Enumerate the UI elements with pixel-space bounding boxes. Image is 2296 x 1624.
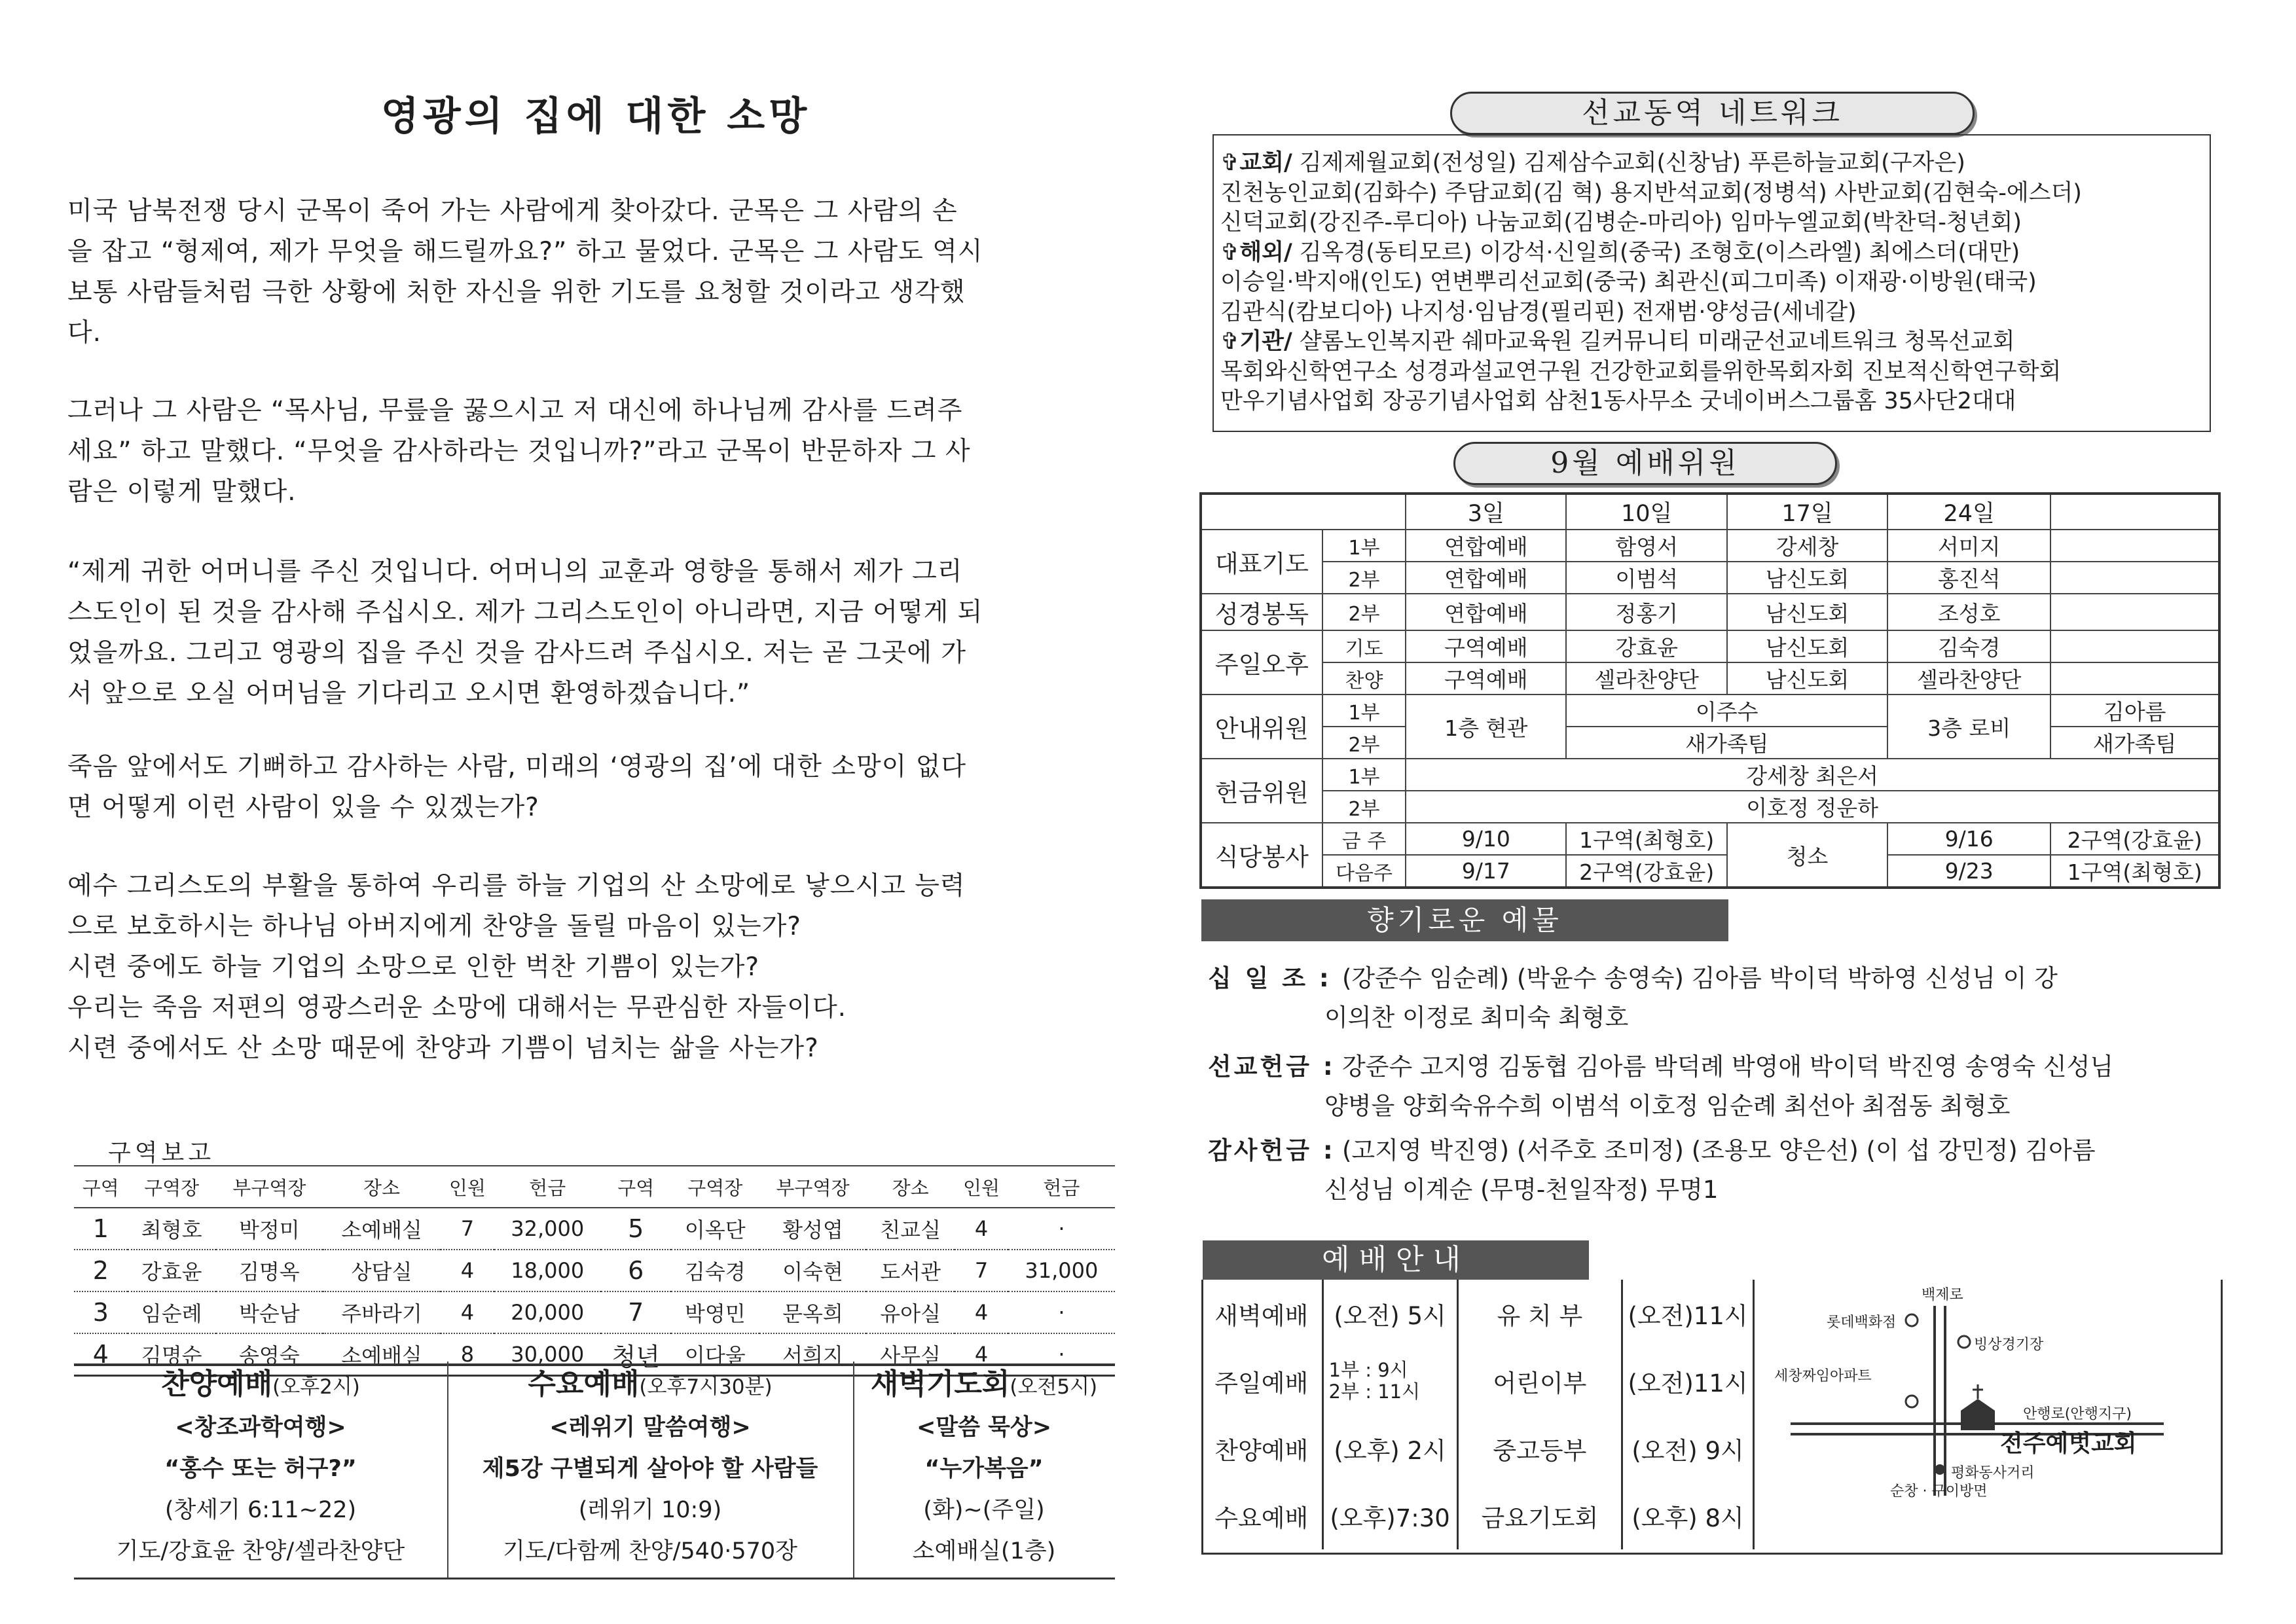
worship-box-line: “누가복음” <box>924 1456 1044 1482</box>
map-label-anhaeng-road: 안행로(안행지구) <box>2023 1406 2132 1422</box>
wednesday-worship-box <box>447 1362 854 1578</box>
gift-line <box>1208 998 2058 1038</box>
article-title: 영광의 집에 대한 소망 <box>380 94 811 139</box>
cell: 새가족팀 <box>2050 727 2219 759</box>
cell: 남신도회 <box>1727 562 1887 594</box>
report-cell: · <box>1008 1208 1115 1250</box>
text-line: 스도인이 된 것을 감사해 주십시오. 제가 그리스도인이 아니라면, 지금 어떻게 되 <box>67 598 983 627</box>
map-label-church: 전주예벗교회 <box>2000 1430 2137 1457</box>
district-report-table <box>74 1165 1115 1377</box>
cell: 2부 <box>1322 594 1406 630</box>
network-line <box>1220 387 2210 417</box>
cell: 2부 <box>1322 791 1406 823</box>
date-col-1: 3일 <box>1406 494 1566 530</box>
cell: 연합예배 <box>1406 530 1566 562</box>
worship-name: 찬양예배 <box>161 1367 273 1401</box>
worship-box-line: 소예배실(1층) <box>912 1538 1056 1564</box>
gift-category: 십 일 조 : <box>1208 964 1332 992</box>
report-cell: 사무실 <box>866 1333 955 1376</box>
network-line <box>1220 268 2210 298</box>
tithe-list <box>1208 959 2058 1038</box>
report-header: 구역 <box>601 1166 671 1208</box>
report-cell: 8 <box>441 1333 494 1376</box>
report-cell: 서희지 <box>759 1333 866 1376</box>
praise-worship-box <box>74 1362 448 1578</box>
worship-committee-title: 9월 예배위원 <box>1453 442 1837 485</box>
gift-line <box>1208 1087 2113 1126</box>
report-cell: 이숙현 <box>759 1250 866 1291</box>
report-cell: 20,000 <box>494 1291 601 1333</box>
date-col-4: 24일 <box>1887 494 2050 530</box>
map-label-lotte: 롯데백화점 <box>1827 1314 1897 1331</box>
gift-names: 양병을 양회숙유수희 이범석 이호정 임순례 최선아 최점동 최형호 <box>1324 1092 2011 1120</box>
worship-section-bottom-rule <box>74 1578 1115 1579</box>
worship-box-line: (창세기 6:11~22) <box>164 1497 357 1523</box>
report-header: 장소 <box>323 1166 441 1208</box>
cell: 2구역(강효윤) <box>2050 823 2219 855</box>
report-row <box>74 1291 1115 1333</box>
date-col-5 <box>2050 494 2219 530</box>
service-guide-row <box>1201 1347 1754 1415</box>
thanks-offering-list <box>1208 1131 2096 1210</box>
report-cell: 6 <box>601 1250 671 1291</box>
worship-box-line: 제5강 구별되게 살아야 할 사람들 <box>482 1456 818 1482</box>
report-cell: 7 <box>601 1291 671 1333</box>
cell <box>2050 530 2219 562</box>
gift-names: (고지영 박진영) (서주호 조미정) (조용모 양은선) (이 섭 강민정) 김아름 <box>1342 1136 2096 1164</box>
report-cell: 4 <box>441 1250 494 1291</box>
report-cell: 4 <box>955 1208 1008 1250</box>
map-label-baekje-road: 백제로 <box>1922 1287 1963 1303</box>
worship-box-line: “홍수 또는 허구?” <box>164 1456 357 1482</box>
location-map <box>1764 1280 2219 1555</box>
report-cell: 박정미 <box>216 1208 323 1250</box>
worship-box-heading <box>74 1362 447 1407</box>
cell: 셀라찬양단 <box>1566 662 1727 695</box>
report-cell: 주바라기 <box>323 1291 441 1333</box>
row-sunday-afternoon: 주일오후 <box>1201 630 1322 695</box>
report-cell: 18,000 <box>494 1250 601 1291</box>
report-header: 부구역장 <box>216 1166 323 1208</box>
text-line: 세요” 하고 말했다. “무엇을 감사하라는 것입니까?”라고 군목이 반문하자 그 사 <box>67 437 971 466</box>
worship-box-line: 기도/다함께 찬양/540·570장 <box>503 1538 797 1564</box>
gift-names: 이의찬 이정로 최미숙 최형호 <box>1324 1003 1629 1032</box>
worship-time: (오후7시30분) <box>639 1375 773 1399</box>
report-cell: 3 <box>74 1291 128 1333</box>
gift-names: (강준수 임순례) (박윤수 송영숙) 김아름 박이덕 박하영 신성님 이 강 <box>1342 964 2058 992</box>
cell: 이호정 정운하 <box>1406 791 2219 823</box>
map-label-pyeonghwa: 평화동사거리 <box>1951 1465 2035 1481</box>
cell: 김숙경 <box>1887 630 2050 662</box>
network-entries: 진천농인교회(김화수) 주담교회(김 혁) 용지반석교회(정병석) 사반교회(김현숙-에스더) <box>1220 179 2082 206</box>
service-time-line: 1부 : 9시 <box>1328 1358 1408 1381</box>
corner-cell <box>1201 494 1406 530</box>
row-offering: 헌금위원 <box>1201 759 1322 823</box>
report-cell: 친교실 <box>866 1208 955 1250</box>
gift-names: 신성님 이계순 (무명-천일작정) 무명1 <box>1324 1176 1719 1204</box>
network-line <box>1220 327 2210 357</box>
report-header: 헌금 <box>494 1166 601 1208</box>
text-line: 예수 그리스도의 부활을 통하여 우리를 하늘 기업의 산 소망에로 낳으시고 능력 <box>67 871 966 901</box>
cell: 남신도회 <box>1727 630 1887 662</box>
cell: 1부 <box>1322 695 1406 727</box>
report-cell: 5 <box>601 1208 671 1250</box>
network-entries: 김제제월교회(전성일) 김제삼수교회(신창남) 푸른하늘교회(구자은) <box>1292 150 1965 176</box>
cell: 이범석 <box>1566 562 1727 594</box>
service-guide-cell: 중고등부 <box>1493 1436 1587 1465</box>
cell: 김아름 <box>2050 695 2219 727</box>
text-line: 미국 남북전쟁 당시 군목이 죽어 가는 사람에게 찾아갔다. 군목은 그 사람의 손 <box>67 196 958 226</box>
service-guide-cell: (오후) 2시 <box>1322 1415 1457 1482</box>
cell: 금 주 <box>1322 823 1406 855</box>
map-label-apartment: 세창짜임아파트 <box>1774 1368 1872 1384</box>
gift-names: 강준수 고지영 김동협 김아름 박덕례 박영애 박이덕 박진영 송영숙 신성님 <box>1342 1053 2114 1081</box>
gift-category: 감사헌금 : <box>1208 1136 1336 1164</box>
report-cell: 최형호 <box>128 1208 216 1250</box>
gift-line <box>1208 1047 2113 1087</box>
article-paragraph-1 <box>67 191 1108 353</box>
text-line: “제게 귀한 어머니를 주신 것입니다. 어머니의 교훈과 영향을 통해서 제가 그리 <box>67 557 963 586</box>
worship-box-line: (레위기 10:9) <box>578 1497 722 1523</box>
report-cell: 30,000 <box>494 1333 601 1376</box>
cell: 이주수 <box>1566 695 1887 727</box>
text-line: 시련 중에도 하늘 기업의 소망으로 인한 벅찬 기쁨이 있는가? <box>67 952 760 982</box>
report-header: 인원 <box>441 1166 494 1208</box>
cell: 찬양 <box>1322 662 1406 695</box>
cell: 2부 <box>1322 727 1406 759</box>
report-header: 인원 <box>955 1166 1008 1208</box>
report-cell: · <box>1008 1291 1115 1333</box>
report-cell: 청년 <box>601 1333 671 1376</box>
network-category: ✞해외/ <box>1220 239 1292 266</box>
text-line: 죽음 앞에서도 기뻐하고 감사하는 사람, 미래의 ‘영광의 집’에 대한 소망이 없다 <box>67 752 967 782</box>
cell: 9/16 <box>1887 823 2050 855</box>
worship-time: (오전5시) <box>1010 1375 1098 1399</box>
cell: 강세창 <box>1727 530 1887 562</box>
service-guide-cell: (오후) 8시 <box>1622 1482 1754 1549</box>
report-row <box>74 1208 1115 1250</box>
report-header: 헌금 <box>1008 1166 1115 1208</box>
network-line <box>1220 179 2210 209</box>
cell <box>2050 662 2219 695</box>
worship-name: 수요예배 <box>528 1367 640 1401</box>
worship-time: (오후2시) <box>272 1375 360 1399</box>
report-cell: 강효윤 <box>128 1250 216 1291</box>
service-guide-cell: 금요기도회 <box>1481 1504 1599 1532</box>
service-guide-cell: 어린이부 <box>1493 1369 1587 1398</box>
text-line: 시련 중에서도 산 소망 때문에 찬양과 기쁨이 넘치는 삶을 사는가? <box>67 1034 819 1063</box>
network-line <box>1220 298 2210 328</box>
network-entries: 목회와신학연구소 성경과설교연구원 건강한교회를위한목회자회 진보적신학연구학회 <box>1220 358 2062 385</box>
service-guide-cell: 주일예배 <box>1214 1369 1309 1398</box>
cell: 1부 <box>1322 759 1406 791</box>
text-line: 으로 보호하시는 하나님 아버지에게 찬양을 돌릴 마음이 있는가? <box>67 912 802 941</box>
text-line: 보통 사람들처럼 극한 상황에 처한 자신을 위한 기도를 요청할 것이라고 생각했 <box>67 278 966 307</box>
worship-box-heading <box>853 1362 1115 1407</box>
cell <box>2050 562 2219 594</box>
report-cell: 황성엽 <box>759 1208 866 1250</box>
service-guide-row <box>1201 1280 1754 1347</box>
report-cell: 송영숙 <box>216 1333 323 1376</box>
cell: 1구역(최형호) <box>1566 823 1727 855</box>
cell: 셀라찬양단 <box>1887 662 2050 695</box>
service-guide-cell <box>1322 1347 1457 1415</box>
text-line: 었을까요. 그리고 영광의 집을 주신 것을 감사드려 주십시오. 저는 곧 그곳에 가 <box>67 638 967 668</box>
cell: 강효윤 <box>1566 630 1727 662</box>
cell: 남신도회 <box>1727 662 1887 695</box>
service-guide-cell: 찬양예배 <box>1214 1436 1309 1465</box>
cell: 9/10 <box>1406 823 1566 855</box>
cell: 새가족팀 <box>1566 727 1887 759</box>
row-meal-service: 식당봉사 <box>1201 823 1322 888</box>
mission-offering-list <box>1208 1047 2113 1126</box>
offerings-title: 향기로운 예물 <box>1201 899 1728 941</box>
report-cell: 소예배실 <box>323 1333 441 1376</box>
cell: 연합예배 <box>1406 594 1566 630</box>
cell: 조성호 <box>1887 594 2050 630</box>
text-line: 다. <box>67 318 102 348</box>
service-guide-row <box>1201 1482 1754 1549</box>
network-entries: 신덕교회(강진주-루디아) 나눔교회(김병순-마리아) 임마누엘교회(박찬덕-청년회) <box>1220 209 2022 236</box>
network-entries: 김관식(캄보디아) 나지성·임남경(필리핀) 전재범·양성금(세네갈) <box>1220 298 1857 325</box>
cell: 9/23 <box>1887 855 2050 888</box>
network-entries: 김옥경(동티모르) 이강석·신일희(중국) 조형호(이스라엘) 최에스더(대만) <box>1292 239 2020 266</box>
cell: 구역예배 <box>1406 630 1566 662</box>
report-cell: 4 <box>955 1291 1008 1333</box>
mission-network-box <box>1212 134 2211 432</box>
network-line <box>1220 208 2210 238</box>
cell: 함영서 <box>1566 530 1727 562</box>
text-line: 을 잡고 “형제여, 제가 무엇을 해드릴까요?” 하고 물었다. 군목은 그 사람도 역시 <box>67 237 983 266</box>
article-paragraph-2 <box>67 391 1108 513</box>
gift-line <box>1208 959 2058 998</box>
report-header: 구역장 <box>128 1166 216 1208</box>
report-cell: 상담실 <box>323 1250 441 1291</box>
lotte-marker <box>1906 1314 1918 1326</box>
report-cell: 박영민 <box>671 1291 759 1333</box>
worship-box-line: <레위기 말씀여행> <box>549 1415 751 1441</box>
cell <box>2050 630 2219 662</box>
worship-committee-table <box>1199 492 2221 889</box>
cell: 3층 로비 <box>1887 695 2050 759</box>
network-entries: 샬롬노인복지관 쉐마교육원 길커뮤니티 미래군선교네트워크 청목선교회 <box>1292 329 2015 355</box>
report-cell: 김명순 <box>128 1333 216 1376</box>
district-report-title: 구역보고 <box>108 1140 215 1166</box>
row-bible-reading: 성경봉독 <box>1201 594 1322 630</box>
service-guide-cell: (오전) 5시 <box>1322 1280 1457 1347</box>
service-guide-cell: 새벽예배 <box>1214 1301 1309 1330</box>
report-cell: 박순남 <box>216 1291 323 1333</box>
report-header: 구역 <box>74 1166 128 1208</box>
cell: 2구역(강효윤) <box>1566 855 1727 888</box>
date-col-3: 17일 <box>1727 494 1887 530</box>
report-cell: 임순례 <box>128 1291 216 1333</box>
network-line <box>1220 238 2210 268</box>
gift-line <box>1208 1170 2096 1210</box>
worship-box-heading <box>447 1362 853 1407</box>
cell: 구역예배 <box>1406 662 1566 695</box>
text-line: 그러나 그 사람은 “목사님, 무릎을 꿇으시고 저 대신에 하나님께 감사를 드려주 <box>67 396 963 425</box>
report-cell: 김명옥 <box>216 1250 323 1291</box>
cell: 청소 <box>1727 823 1887 888</box>
cell: 강세창 최은서 <box>1406 759 2219 791</box>
gift-category: 선교헌금 : <box>1208 1053 1336 1081</box>
date-col-2: 10일 <box>1566 494 1727 530</box>
mission-network-title: 선교동역 네트워크 <box>1450 92 1975 135</box>
worship-name: 새벽기도회 <box>870 1367 1010 1401</box>
worship-box-line: 기도/강효윤 찬양/셀라찬양단 <box>116 1538 405 1564</box>
cell: 연합예배 <box>1406 562 1566 594</box>
row-rep-prayer: 대표기도 <box>1201 530 1322 594</box>
service-guide-cell: (오전)11시 <box>1622 1347 1754 1415</box>
report-cell: 이다울 <box>671 1333 759 1376</box>
service-guide-title: 예배안내 <box>1203 1240 1589 1280</box>
report-header: 구역장 <box>671 1166 759 1208</box>
report-row <box>74 1250 1115 1291</box>
cell: 2부 <box>1322 562 1406 594</box>
report-cell: · <box>1008 1333 1115 1376</box>
text-line: 우리는 죽음 저편의 영광스러운 소망에 대해서는 무관심한 자들이다. <box>67 993 847 1022</box>
service-guide-cell: (오후)7:30 <box>1322 1482 1457 1549</box>
cell: 정홍기 <box>1566 594 1727 630</box>
cell <box>2050 594 2219 630</box>
worship-box-line: <창조과학여행> <box>175 1415 346 1441</box>
network-entries: 이승일·박지애(인도) 연변뿌리선교회(중국) 최관신(피그미족) 이재광·이방원(태국) <box>1220 269 2037 295</box>
dawn-prayer-box <box>853 1362 1115 1578</box>
report-cell: 4 <box>74 1333 128 1376</box>
report-cell: 도서관 <box>866 1250 955 1291</box>
worship-box-line: (화)~(주일) <box>923 1497 1045 1523</box>
text-line: 면 어떻게 이런 사람이 있을 수 있겠는가? <box>67 793 539 822</box>
article-paragraph-5 <box>67 866 1108 1069</box>
report-cell: 4 <box>441 1291 494 1333</box>
network-category: ✞기관/ <box>1220 329 1292 355</box>
report-cell: 유아실 <box>866 1291 955 1333</box>
cell: 다음주 <box>1322 855 1406 888</box>
cell: 1구역(최형호) <box>2050 855 2219 888</box>
service-guide-cell: (오전) 9시 <box>1622 1415 1754 1482</box>
map-label-sunchang: 순창 · 구이방면 <box>1890 1483 1988 1500</box>
worship-box-line: <말씀 묵상> <box>916 1415 1052 1441</box>
article-paragraph-4 <box>67 747 1108 828</box>
network-line <box>1220 149 2210 179</box>
report-cell: 4 <box>955 1333 1008 1376</box>
network-category: ✞교회/ <box>1220 150 1292 176</box>
report-cell: 이옥단 <box>671 1208 759 1250</box>
service-guide-row <box>1201 1415 1754 1482</box>
intersection-marker <box>1935 1464 1945 1475</box>
map-label-ice-rink: 빙상경기장 <box>1974 1337 2044 1353</box>
report-cell: 2 <box>74 1250 128 1291</box>
service-guide-table <box>1201 1280 1755 1549</box>
network-entries: 만우기념사업회 장공기념사업회 삼천1동사무소 굿네이버스그룹홈 35사단2대대 <box>1220 388 2016 414</box>
report-cell: 7 <box>955 1250 1008 1291</box>
church-icon <box>1961 1411 1995 1430</box>
gift-line <box>1208 1131 2096 1170</box>
cell: 남신도회 <box>1727 594 1887 630</box>
cell: 기도 <box>1322 630 1406 662</box>
ice-rink-marker <box>1958 1336 1970 1348</box>
report-cell: 32,000 <box>494 1208 601 1250</box>
cell: 홍진석 <box>1887 562 2050 594</box>
cell: 1부 <box>1322 530 1406 562</box>
cell: 9/17 <box>1406 855 1566 888</box>
text-line: 람은 이렇게 말했다. <box>67 477 297 507</box>
report-cell: 1 <box>74 1208 128 1250</box>
service-guide-cell: 수요예배 <box>1214 1504 1309 1532</box>
report-header: 장소 <box>866 1166 955 1208</box>
report-cell: 소예배실 <box>323 1208 441 1250</box>
service-guide-cell: (오전)11시 <box>1622 1280 1754 1347</box>
apartment-marker <box>1906 1396 1918 1407</box>
network-line <box>1220 357 2210 388</box>
report-cell: 31,000 <box>1008 1250 1115 1291</box>
text-line: 서 앞으로 오실 어머님을 기다리고 오시면 환영하겠습니다.” <box>67 679 751 708</box>
report-cell: 문옥희 <box>759 1291 866 1333</box>
service-guide-cell: 유 치 부 <box>1497 1301 1583 1330</box>
service-time-line: 2부 : 11시 <box>1328 1380 1421 1403</box>
cell: 서미지 <box>1887 530 2050 562</box>
report-header: 부구역장 <box>759 1166 866 1208</box>
report-cell: 7 <box>441 1208 494 1250</box>
row-ushers: 안내위원 <box>1201 695 1322 759</box>
article-paragraph-3 <box>67 552 1108 714</box>
report-cell: 김숙경 <box>671 1250 759 1291</box>
cell: 1층 현관 <box>1406 695 1566 759</box>
